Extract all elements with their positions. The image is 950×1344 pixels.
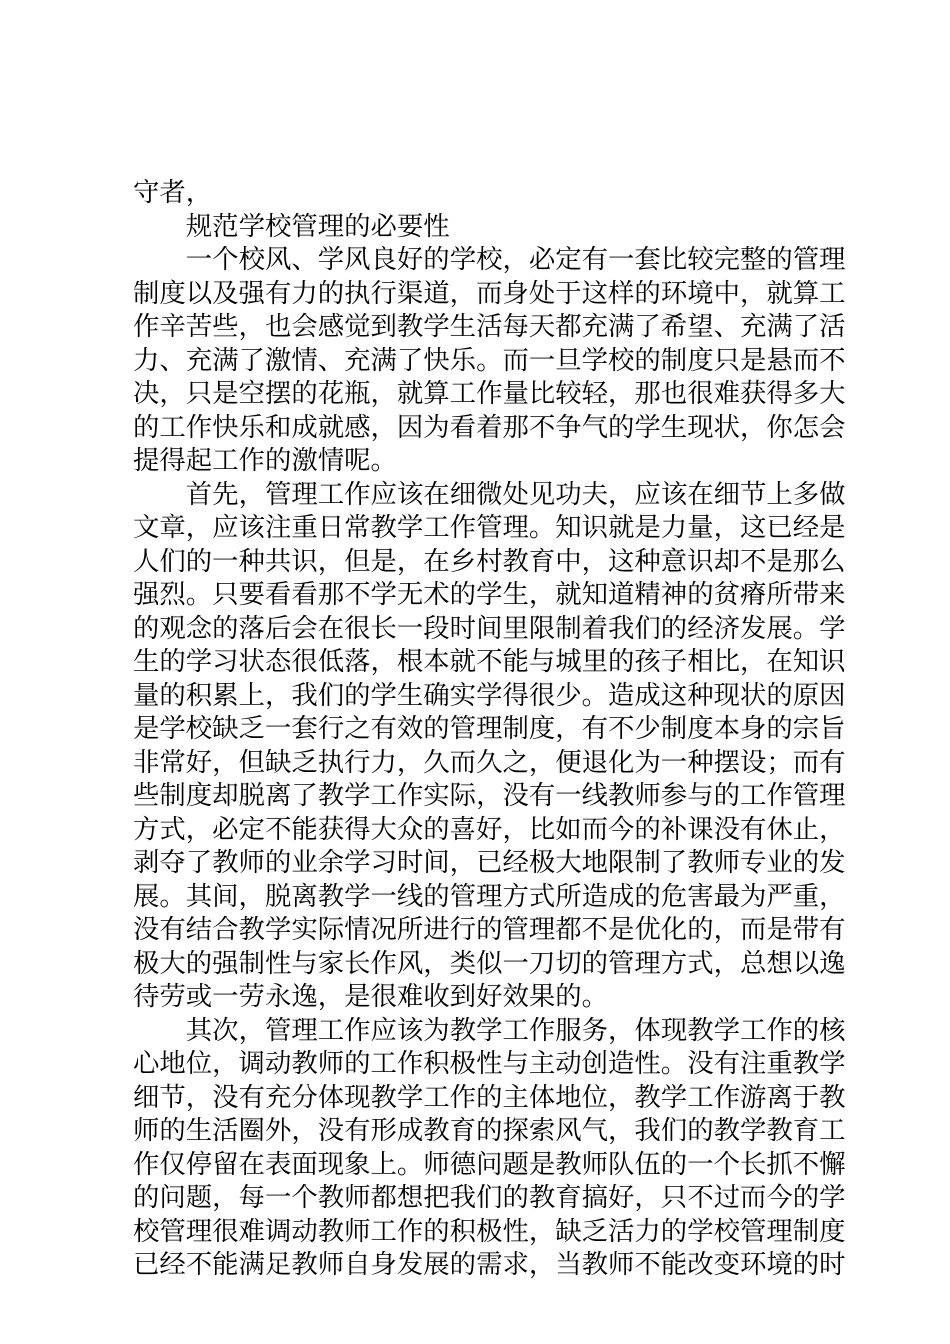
- text-line: 已经不能满足教师自身发展的需求，当教师不能改变环境的时: [133, 1249, 846, 1280]
- text-line: 制度以及强有力的执行渠道，而身处于这样的环境中，就算工: [133, 277, 846, 309]
- text-line: 校管理很难调动教师工作的积极性，缺乏活力的学校管理制度: [133, 1215, 846, 1247]
- text-line: 细节，没有充分体现教学工作的主体地位，教学工作游离于教: [133, 1081, 846, 1113]
- text-line: 展。其间，脱离教学一线的管理方式所造成的危害最为严重，: [133, 880, 846, 912]
- text-line: 方式，必定不能获得大众的喜好，比如而今的补课没有休止，: [133, 813, 846, 845]
- text-line: 守者，: [133, 177, 213, 208]
- text-line: 决，只是空摆的花瓶，就算工作量比较轻，那也很难获得多大: [133, 378, 846, 409]
- text-line: 生的学习状态很低落，根本就不能与城里的孩子相比，在知识: [133, 646, 846, 677]
- text-line: 力、充满了激情、充满了快乐。而一旦学校的制度只是悬而不: [133, 344, 846, 376]
- text-line: 极大的强制性与家长作风，类似一刀切的管理方式，总想以逸: [133, 947, 846, 979]
- text-line: 一个校风、学风良好的学校，必定有一套比较完整的管理: [185, 244, 846, 275]
- text-line: 些制度却脱离了教学工作实际，没有一线教师参与的工作管理: [133, 780, 846, 811]
- text-line: 非常好，但缺乏执行力，久而久之，便退化为一种摆设；而有: [133, 746, 846, 778]
- text-line: 待劳或一劳永逸，是很难收到好效果的。: [133, 981, 609, 1012]
- section-heading: 规范学校管理的必要性: [185, 210, 450, 242]
- text-line: 师的生活圈外，没有形成教育的探索风气，我们的教学教育工: [133, 1115, 846, 1146]
- text-line: 人们的一种共识，但是，在乡村教育中，这种意识却不是那么: [133, 545, 846, 577]
- text-line: 心地位，调动教师的工作积极性与主动创造性。没有注重教学: [133, 1048, 846, 1079]
- text-line: 是学校缺乏一套行之有效的管理制度，有不少制度本身的宗旨: [133, 713, 846, 744]
- text-line: 没有结合教学实际情况所进行的管理都不是优化的，而是带有: [133, 914, 846, 945]
- text-line: 文章，应该注重日常教学工作管理。知识就是力量，这已经是: [133, 512, 846, 543]
- text-line: 量的积累上，我们的学生确实学得很少。造成这种现状的原因: [133, 679, 846, 711]
- text-line: 强烈。只要看看那不学无术的学生，就知道精神的贫瘠所带来: [133, 579, 846, 610]
- text-line: 的工作快乐和成就感，因为看着那不争气的学生现状，你怎会: [133, 411, 846, 443]
- text-line: 首先，管理工作应该在细微处见功夫，应该在细节上多做: [185, 478, 846, 510]
- text-line: 作辛苦些，也会感觉到教学生活每天都充满了希望、充满了活: [133, 311, 846, 342]
- text-line: 的问题，每一个教师都想把我们的教育搞好，只不过而今的学: [133, 1182, 846, 1213]
- text-line: 的观念的落后会在很长一段时间里限制着我们的经济发展。学: [133, 612, 846, 644]
- text-line: 剥夺了教师的业余学习时间，已经极大地限制了教师专业的发: [133, 847, 846, 878]
- text-line: 其次，管理工作应该为教学工作服务，体现教学工作的核: [185, 1014, 846, 1046]
- document-body: [133, 176, 846, 1282]
- text-line: 提得起工作的激情呢。: [133, 445, 397, 476]
- text-line: 作仅停留在表面现象上。师德问题是教师队伍的一个长抓不懈: [133, 1148, 846, 1180]
